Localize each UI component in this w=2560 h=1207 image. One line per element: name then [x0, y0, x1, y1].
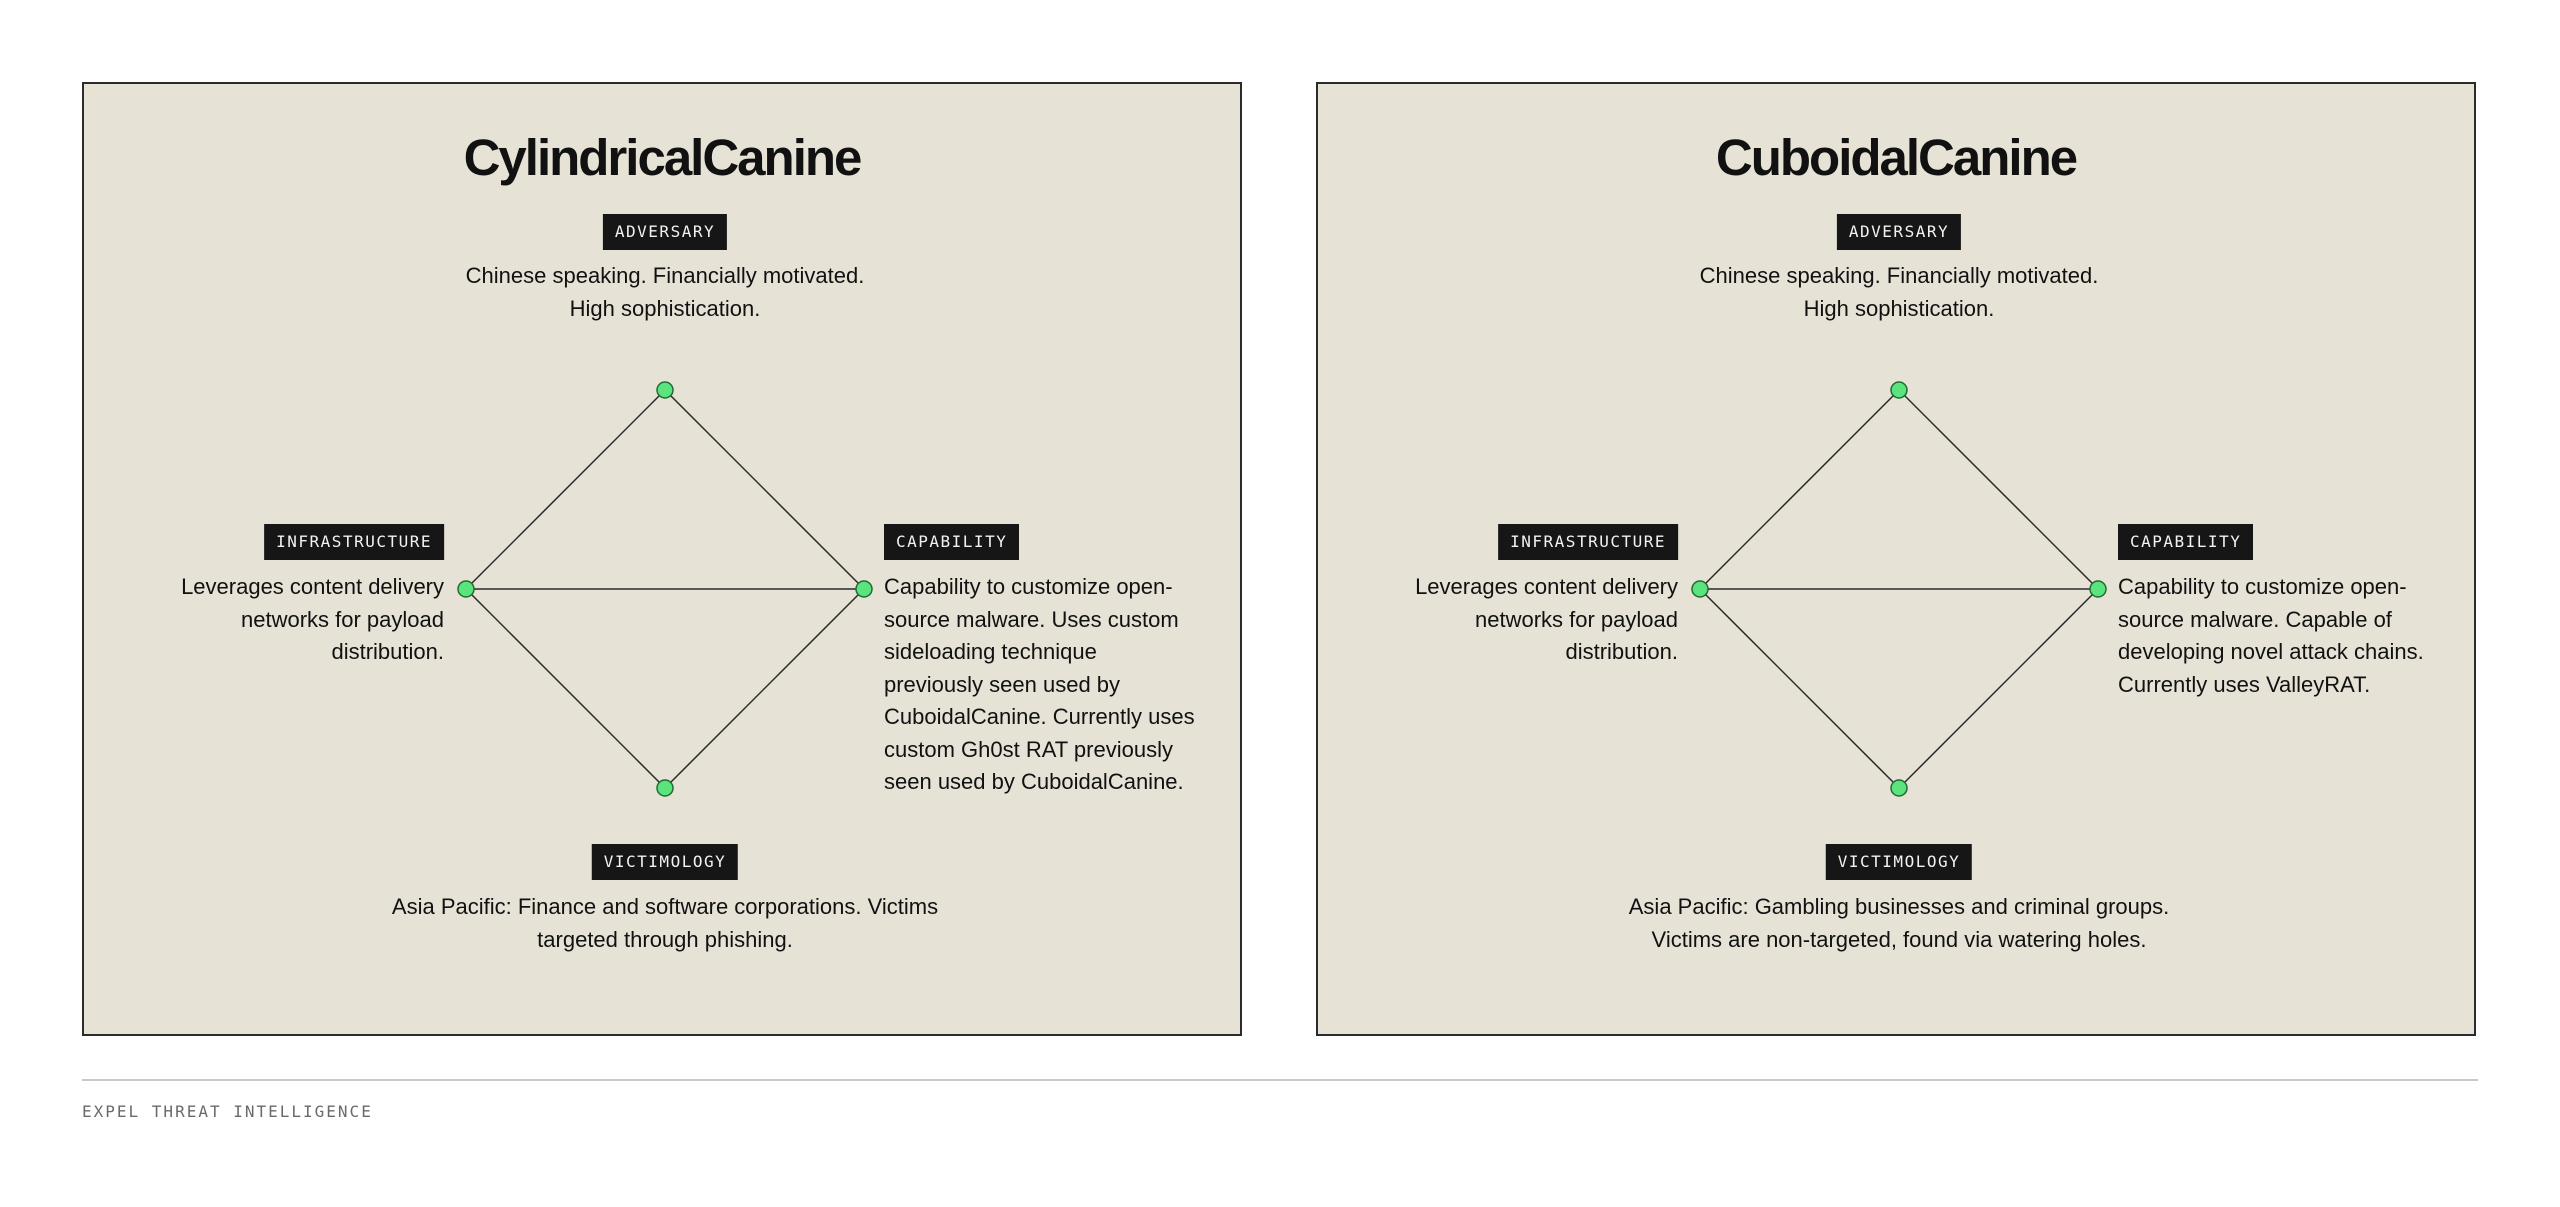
infrastructure-description: Leverages content delivery networks for payload distribution. [181, 574, 444, 664]
footer-divider [82, 1079, 2478, 1081]
infrastructure-tag: INFRASTRUCTURE [264, 524, 444, 560]
panel-title: CylindricalCanine [463, 129, 861, 186]
edge-victimology-infrastructure [1700, 589, 1899, 788]
adversary-tag: ADVERSARY [1837, 214, 1961, 250]
edge-infrastructure-adversary [1700, 390, 1899, 589]
capability-description: Capability to customize open- source malware. Capable of developing novel attack chains. Currently uses ValleyRAT. [2118, 574, 2424, 697]
node-victimology [1891, 780, 1907, 796]
victimology-description: Asia Pacific: Finance and software corporations. Victims targeted through phishing. [391, 894, 939, 952]
node-infrastructure [1692, 581, 1708, 597]
adversary-description: Chinese speaking. Financially motivated. High sophistication. [1699, 263, 2099, 321]
capability-tag: CAPABILITY [2118, 524, 2253, 560]
adversary-description: Chinese speaking. Financially motivated. High sophistication. [465, 263, 865, 321]
node-infrastructure [458, 581, 474, 597]
edge-infrastructure-adversary [466, 390, 665, 589]
node-capability [856, 581, 872, 597]
victimology-tag: VICTIMOLOGY [1826, 844, 1972, 880]
node-adversary [1891, 382, 1907, 398]
victimology-tag: VICTIMOLOGY [592, 844, 738, 880]
capability-description: Capability to customize open- source malware. Uses custom sideloading technique previously seen used by CuboidalCanine. Currently uses custom Gh0st RAT previously seen used by CuboidalCanine. [884, 574, 1195, 794]
footer-credit: EXPEL THREAT INTELLIGENCE [82, 1102, 373, 1121]
edge-adversary-capability [1899, 390, 2098, 589]
infrastructure-description: Leverages content delivery networks for payload distribution. [1415, 574, 1678, 664]
node-adversary [657, 382, 673, 398]
edge-capability-victimology [1899, 589, 2098, 788]
infrastructure-tag: INFRASTRUCTURE [1498, 524, 1678, 560]
edge-adversary-capability [665, 390, 864, 589]
node-victimology [657, 780, 673, 796]
capability-tag: CAPABILITY [884, 524, 1019, 560]
diamond-model-panel-cylindricalcanine [82, 82, 1242, 1036]
edge-victimology-infrastructure [466, 589, 665, 788]
victimology-description: Asia Pacific: Gambling businesses and criminal groups. Victims are non-targeted, found via watering holes. [1628, 894, 2170, 952]
panel-title: CuboidalCanine [1715, 129, 2077, 186]
diamond-model-panel-cuboidalcanine [1316, 82, 2476, 1036]
edge-capability-victimology [665, 589, 864, 788]
node-capability [2090, 581, 2106, 597]
adversary-tag: ADVERSARY [603, 214, 727, 250]
